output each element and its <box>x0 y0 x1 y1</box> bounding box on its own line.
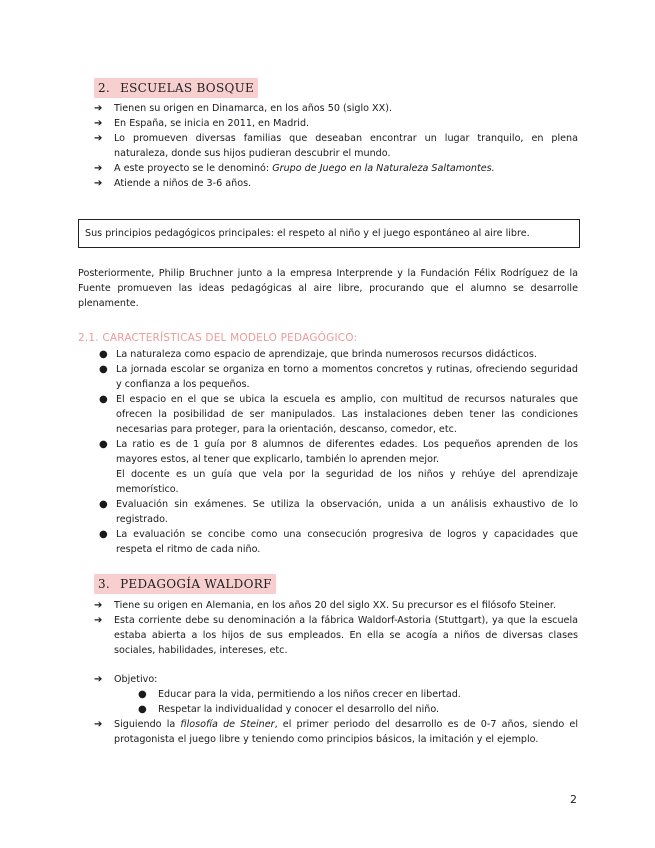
bullet-icon: ● <box>138 704 147 715</box>
list-item: ➔ Tiene su origen en Alemania, en los años 20 del siglo XX. Su precursor es el filósofo Steiner. <box>94 600 556 611</box>
arrow-icon: ➔ <box>94 103 103 114</box>
bullet-icon: ● <box>99 364 108 375</box>
list-item <box>94 672 578 687</box>
list-item: ➔ Lo promueven diversas familias que deseaban encontrar un lugar tranquilo, en plena naturaleza, donde sus hijos pudieran descubrir el mundo. <box>94 133 578 159</box>
arrow-icon: ➔ <box>94 600 103 611</box>
bullet-icon: ● <box>99 439 108 450</box>
section-2-list <box>94 101 578 191</box>
principles-box: Sus principios pedagógicos principales: el respeto al niño y el juego espontáneo al aire libre. <box>78 219 580 248</box>
list-item: ➔ Atiende a niños de 3-6 años. <box>94 178 252 189</box>
arrow-icon: ➔ <box>94 615 103 626</box>
section-3-list <box>94 598 578 658</box>
section-2-heading <box>94 78 258 98</box>
list-item: ● Evaluación sin exámenes. Se utiliza la observación, unida a un análisis exhaustivo de lo registrado. <box>99 499 578 525</box>
list-item: ➔ En España, se inicia en 2011, en Madrid. <box>94 118 310 129</box>
arrow-icon: ➔ <box>94 133 103 144</box>
paragraph-text: Posteriormente, Philip Bruchner junto a la empresa Interprende y la Fundación Félix Rodríguez de la Fuente promueven las ideas pedagógicas al aire libre, procurando que el alumno se desarrolle plenamente. <box>78 268 578 309</box>
list-item: ● El espacio en el que se ubica la escuela es amplio, con multitud de recursos naturales que ofrecen la posibilidad de ser manipulados. Las instalaciones deben tener las condiciones necesarias para proteger, para la orientación, descanso, comedor, etc. <box>99 394 578 435</box>
list-item: ● Respetar la individualidad y conocer el desarrollo del niño. <box>138 704 440 715</box>
objetivo-list <box>94 672 578 687</box>
section-2-1-heading: 2.1. CARACTERÍSTICAS DEL MODELO PEDAGÓGICO: <box>78 332 358 344</box>
arrow-icon: ➔ <box>94 674 103 685</box>
bullet-continuation: El docente es un guía que vela por la seguridad de los niños y rehúye del aprendizaje memorístico. <box>116 469 578 495</box>
steiner-philosophy: filosofía de Steiner <box>180 719 275 730</box>
list-item: ● Educar para la vida, permitiendo a los niños crecer en libertad. <box>138 689 461 700</box>
objetivo-label: Objetivo: <box>114 674 158 685</box>
arrow-icon: ➔ <box>94 163 103 174</box>
list-item: ➔ A este proyecto se le denominó: Grupo de Juego en la Naturaleza Saltamontes. <box>94 163 495 174</box>
page-number: 2 <box>570 793 577 806</box>
list-item: ● La ratio es de 1 guía por 8 alumnos de diferentes edades. Los pequeños aprenden de los mayores estos, al tener que explicarlo, también lo aprenden mejor. El docente es un guía que vela por la seguridad de los niños y rehúye del aprendizaje memorístico. <box>99 439 578 495</box>
section-2-title: ESCUELAS BOSQUE <box>120 81 255 95</box>
project-name: Grupo de Juego en la Naturaleza Saltamontes. <box>272 163 495 174</box>
bullet-icon: ● <box>99 529 108 540</box>
bullet-icon: ● <box>138 689 147 700</box>
arrow-icon: ➔ <box>94 178 103 189</box>
bullet-icon: ● <box>99 349 108 360</box>
section-3-number: 3. <box>98 577 111 591</box>
steiner-list <box>94 717 578 747</box>
arrow-icon: ➔ <box>94 118 103 129</box>
list-item: ➔ Siguiendo la filosofía de Steiner, el primer periodo del desarrollo es de 0-7 años, siendo el protagonista el juego libre y teniendo como principios básicos, la imitación y el ejemplo. <box>94 719 578 745</box>
bullet-icon: ● <box>99 394 108 405</box>
list-item: ➔ Tienen su origen en Dinamarca, en los años 50 (siglo XX). <box>94 103 392 114</box>
list-item: ● La evaluación se concibe como una consecución progresiva de logros y capacidades que respeta el ritmo de cada niño. <box>99 529 578 555</box>
section-2-1-list <box>96 347 578 557</box>
arrow-icon: ➔ <box>94 719 103 730</box>
section-3-title: PEDAGOGÍA WALDORF <box>120 577 272 591</box>
list-item: ● La jornada escolar se organiza en torno a momentos concretos y rutinas, ofreciendo seguridad y confianza a los pequeños. <box>99 364 578 390</box>
objetivo-sub-list <box>134 687 574 717</box>
bullet-icon: ● <box>99 499 108 510</box>
section-3-heading <box>94 574 276 594</box>
section-2-number: 2. <box>98 81 111 95</box>
list-item: ➔ Esta corriente debe su denominación a la fábrica Waldorf-Astoria (Stuttgart), ya que la escuela estaba abierta a los hijos de sus empleados. En ella se acogía a niños de diversas clases sociales, habilidades, intereses, etc. <box>94 615 578 656</box>
list-item: ● La naturaleza como espacio de aprendizaje, que brinda numerosos recursos didácticos. <box>99 349 537 360</box>
